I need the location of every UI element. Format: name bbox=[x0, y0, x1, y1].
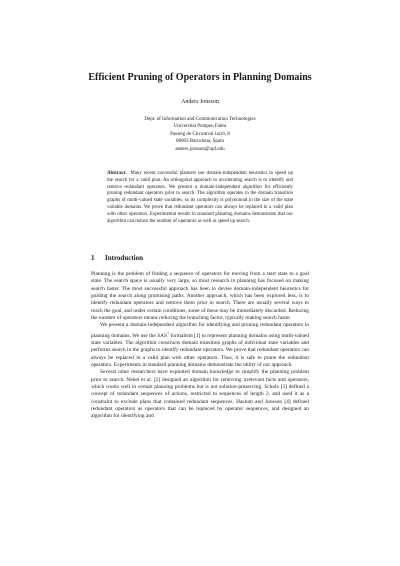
body-paragraph: We present a domain-independent algorithm for identifying and pruning redundant operators in planning domains. We use the SAS+ formalism [1] to represent planning domains using multi-valued state variables. The algorithm constructs domain transition graphs of individual state variables and performs search in the graphs to identify redundant operators. We prove that redundant operators can always be replaced in a valid plan with other operators. Thus, it is safe to prune the redundant operators. Experiments in standard planning domains demonstrate the utility of our approach. bbox=[91, 322, 309, 368]
affiliation-block bbox=[0, 116, 400, 153]
affiliation-line: 08003 Barcelona, Spain bbox=[176, 139, 224, 145]
affiliation-line: Universitat Pompeu Fabra bbox=[173, 124, 227, 130]
section-heading bbox=[91, 254, 311, 263]
body-text bbox=[91, 271, 309, 421]
abstract-text: Many recent successful planners use domain-independent heuristics to speed up the search for a valid plan. An orthogonal approach to accelerating search is to identify and remove redundant operators. We present a domain-independent algorithm for efficiently pruning redundant operators prior to search. The algorithm operates in the domain transition graphs of multi-valued state variables, so its complexity is polynomial in the size of the state variable domains. We prove that redundant operators can always be replaced in a valid plan with other operators. Experimental results in standard planning domains demonstrate that our algorithm can reduce the number of operators as well as speed up search. bbox=[107, 171, 293, 224]
section-title: Introduction bbox=[105, 254, 143, 262]
author-email: anders.jonsson@upf.edu bbox=[175, 146, 225, 152]
body-paragraph: Planning is the problem of finding a sequence of operators for moving from a start state to a goal state. The search space is usually very large, so most research in planning has focused on making search faster. The most successful approach has been to devise domain-independent heuristics for guiding the search along promising paths. Another approach, which has been explored less, is to identify redundant operators and remove them prior to search. There are usually several ways to reach the goal, and under certain conditions, some of these may be immediately discarded. Reducing the number of operators means reducing the branching factor, typically making search faster. bbox=[91, 271, 309, 322]
abstract-label: Abstract. bbox=[107, 171, 127, 176]
author-name: Anders Jonsson bbox=[181, 99, 219, 105]
section-number: 1 bbox=[91, 254, 95, 262]
body-paragraph: Several other researchers have exploited domain knowledge to simplify the planning problem prior to search. Nebel et al. [2] designed an algorithm for removing irrelevant facts and operators, which works well in certain planning problems but is not solution-preserving. Scholz [3] defined a concept of redundant sequences of actions, restricted to sequences of length 2, and used it as a constraint to exclude plans that contained redundant sequences. Haslum and Jonsson [4] defined redundant operators as operators that can be replaced by operator sequences, and designed an algorithm for identifying and bbox=[91, 369, 309, 420]
affiliation-line: Passeig de Circumval·lació, 8 bbox=[170, 131, 230, 137]
superscript-plus: + bbox=[167, 330, 170, 335]
abstract bbox=[107, 171, 293, 225]
paper-title: Efficient Pruning of Operators in Planning Domains bbox=[88, 72, 312, 83]
affiliation-line: Dept. of Information and Communication Technologies bbox=[144, 117, 256, 122]
